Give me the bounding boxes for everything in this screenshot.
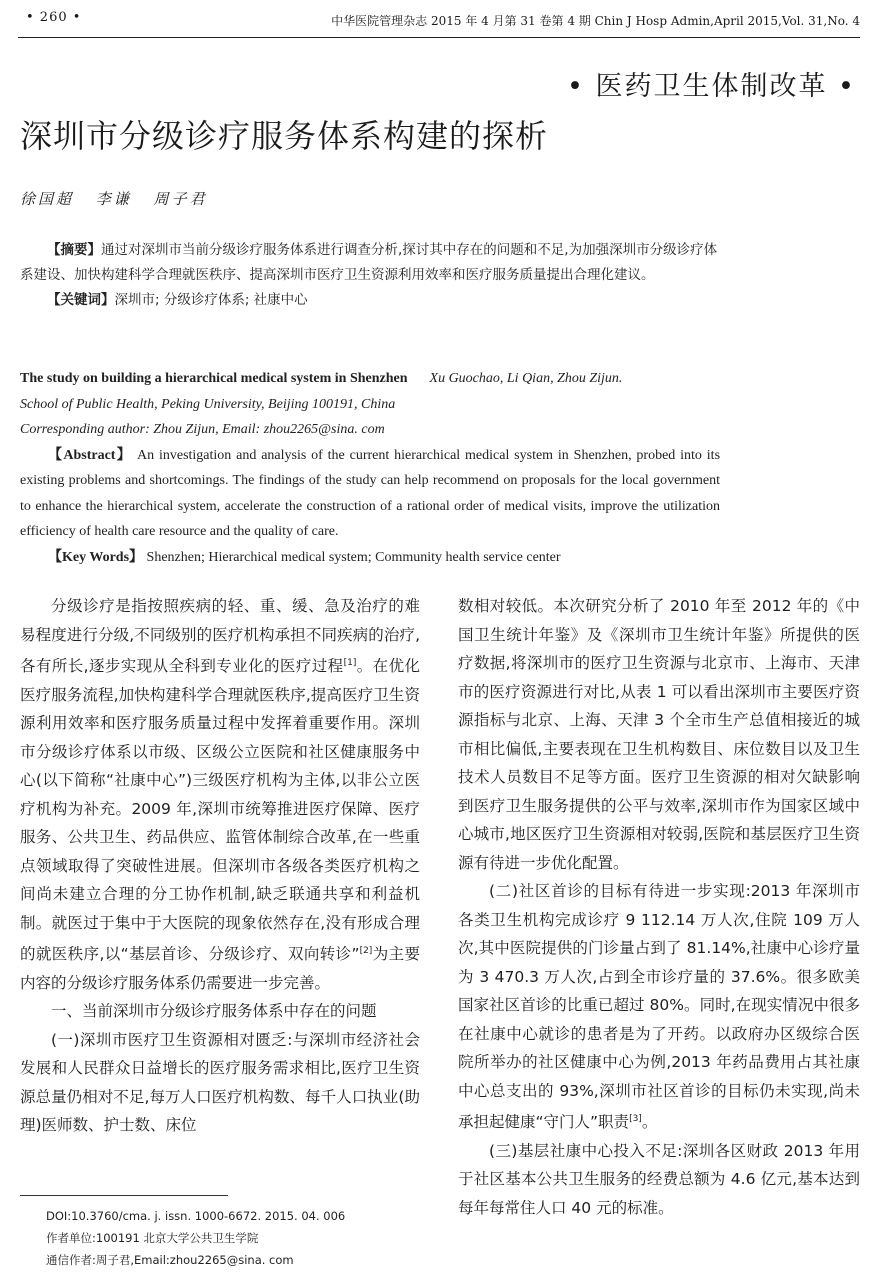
- english-keywords: Shenzhen; Hierarchical medical system; Community health service center: [146, 549, 561, 565]
- reference-1: [1]: [343, 658, 357, 668]
- keywords-paragraph: [20, 288, 720, 313]
- english-authors: Xu Guochao, Li Qian, Zhou Zijun.: [429, 371, 623, 386]
- english-abstract-paragraph: [20, 443, 720, 545]
- text-segment: 。在优化医疗服务流程,加快构建科学合理就医秩序,提高医疗卫生资源利用效率和医疗服务质量过程中发挥着重要作用。深圳市分级诊疗体系以市级、区级公立医院和社区健康服务中心(以下简称“社康中心”)三级医疗机构为主体,以非公立医疗机构为补充。2009 年,深圳市统筹推进医疗保障、医疗服务、公共卫生、药品供应、监管体制综合改革,在一些重点领域取得了突破性进展。但深圳市各级各类医疗机构之间尚未建立合理的分工协作机制,缺乏联通共享和利益机制。就医过于集中于大医院的现象依然存在,没有形成合理的就医秩序,以“基层首诊、分级诊疗、双向转诊”: [20, 657, 420, 964]
- keywords-label: 【关键词】: [47, 292, 115, 308]
- english-abstract-label: 【Abstract】: [48, 447, 133, 463]
- abstract-label: 【摘要】: [47, 242, 101, 258]
- footnote-contact: 通信作者:周子君,Email:zhou2265@sina. com: [46, 1253, 294, 1267]
- english-abstract-text: An investigation and analysis of the current hierarchical medical system in Shenzhen, probed into its existing problems and shortcomings. The findings of the study can help recommend on proposals for the local government to enhance the hierarchical system, accelerate the construction of a rational order of medical visits, improve the utilization efficiency of health care resource and the quality of care.: [20, 447, 721, 539]
- body-paragraph: [20, 592, 420, 997]
- english-abstract: [20, 366, 720, 570]
- body-right-column: [458, 592, 860, 1222]
- reference-3: [3]: [629, 1114, 642, 1124]
- english-title-line: [20, 366, 720, 392]
- abstract-text: 通过对深圳市当前分级诊疗服务体系进行调查分析,探讨其中存在的问题和不足,为加强深圳市分级诊疗体系建设、加快构建科学合理就医秩序、提高深圳市医疗卫生资源利用效率和医疗服务质量提出合理化建议。: [20, 242, 718, 283]
- text-segment: (二)社区首诊的目标有待进一步实现:2013 年深圳市各类卫生机构完成诊疗 9 112.14 万人次,住院 109 万人次,其中医院提供的门诊量占到了 81.14%,社康中心诊疗量为 3 470.3 万人次,占到全市诊疗量的 37.6%。很多欧美国家社区首诊的比重已超过 80%。同时,在现实情况中很多在社康中心就诊的患者是为了开药。以政府办区级综合医院所举办的社区健康中心为例,2013 年药品费用占其社康中心总支出的 93%,深圳市社区首诊的目标仍未实现,尚未承担起健康“守门人”职责: [458, 882, 860, 1132]
- english-corresponding: Corresponding author: Zhou Zijun, Email: zhou2265@sina. com: [20, 422, 385, 437]
- authors: 徐国超 李谦 周子君: [20, 190, 208, 208]
- body-paragraph: 数相对较低。本次研究分析了 2010 年至 2012 年的《中国卫生统计年鉴》及《深圳市卫生统计年鉴》所提供的医疗数据,将深圳市的医疗卫生资源与北京市、上海市、天津市的医疗资源进行对比,从表 1 可以看出深圳市主要医疗资源指标与北京、上海、天津 3 个全市生产总值相接近的城市相比偏低,主要表现在卫生机构数目、床位数目以及卫生技术人员数目不足等方面。医疗卫生资源的相对欠缺影响到医疗卫生服务提供的公平与效率,深圳市作为国家区域中心城市,地区医疗卫生资源相对较弱,医院和基层医疗卫生资源有待进一步优化配置。: [458, 597, 860, 872]
- footnote-divider: [20, 1195, 228, 1196]
- chinese-abstract: [20, 238, 720, 313]
- footnote-doi: DOI:10.3760/cma. j. issn. 1000-6672. 2015. 04. 006: [46, 1209, 346, 1223]
- footnote-unit: 作者单位:100191 北京大学公共卫生学院: [46, 1231, 259, 1245]
- header-divider: [18, 37, 860, 38]
- text-segment: 为主要内容的分级诊疗服务体系仍需要进一步完善。: [20, 945, 420, 992]
- english-keywords-paragraph: [20, 545, 720, 571]
- journal-header: 中华医院管理杂志 2015 年 4 月第 31 卷第 4 期 Chin J Hosp Admin,April 2015,Vol. 31,No. 4: [331, 14, 860, 28]
- english-title: The study on building a hierarchical medical system in Shenzhen: [20, 371, 408, 386]
- english-affiliation: School of Public Health, Peking University, Beijing 100191, China: [20, 396, 396, 412]
- body-paragraph: [458, 877, 860, 1137]
- abstract-paragraph: [20, 238, 720, 288]
- keywords-text: 深圳市; 分级诊疗体系; 社康中心: [114, 292, 308, 308]
- reference-2: [2]: [359, 946, 373, 957]
- body-paragraph: (三)基层社康中心投入不足:深圳各区财政 2013 年用于社区基本公共卫生服务的经费总额为 4.6 亿元,基本达到每年每常住人口 40 元的标准。: [458, 1141, 860, 1217]
- article-title: 深圳市分级诊疗服务体系构建的探析: [20, 117, 549, 155]
- section-heading: 一、当前深圳市分级诊疗服务体系中存在的问题: [51, 1002, 377, 1021]
- section-tag: • 医药卫生体制改革 •: [566, 71, 856, 102]
- footnotes: [46, 1205, 345, 1271]
- english-keywords-label: 【Key Words】: [48, 549, 144, 565]
- body-paragraph: (一)深圳市医疗卫生资源相对匮乏:与深圳市经济社会发展和人民群众日益增长的医疗服务需求相比,医疗卫生资源总量仍相对不足,每万人口医疗机构数、每千人口执业(助理)医师数、护士数、床位: [20, 1030, 420, 1135]
- text-segment: 。: [641, 1113, 658, 1132]
- body-left-column: [20, 592, 420, 1140]
- page-number: • 260 •: [26, 10, 82, 25]
- text-segment: 分级诊疗是指按照疾病的轻、重、缓、急及治疗的难易程度进行分级,不同级别的医疗机构承担不同疾病的治疗,各有所长,逐步实现从全科到专业化的医疗过程: [20, 597, 420, 676]
